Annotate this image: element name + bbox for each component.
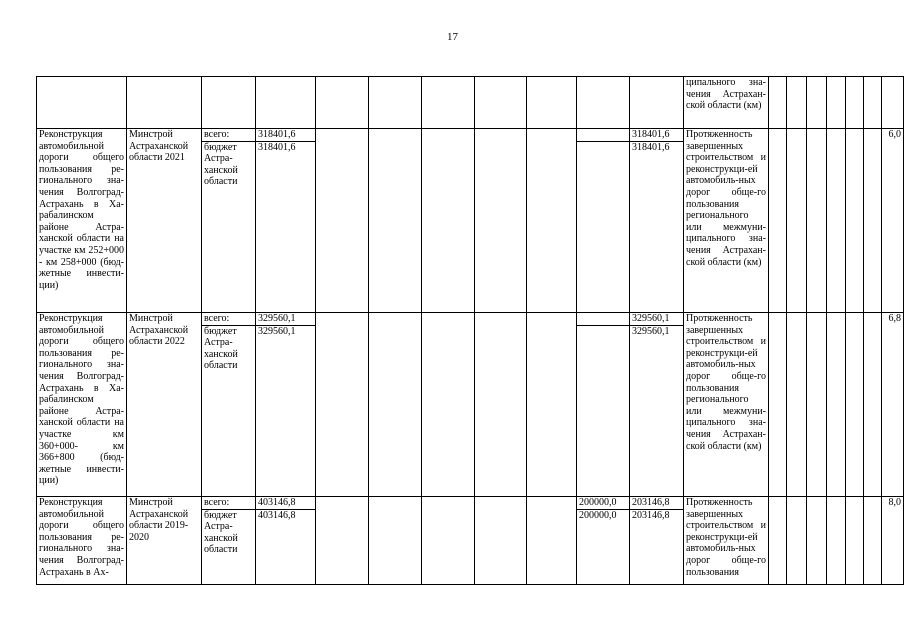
empty-cell — [787, 497, 807, 585]
empty-cell — [827, 497, 846, 585]
executor-cell: Минстрой Астраханской области 2022 — [127, 313, 202, 497]
empty-cell — [807, 129, 827, 313]
empty-cell — [864, 129, 882, 313]
empty-cell — [807, 313, 827, 497]
executor-cell: Минстрой Астраханской области 2019-2020 — [127, 497, 202, 585]
indicator-cell: Протяженность завершенных строительством и реконструкци-ей автомобиль-ных дорог обще-го пользования — [684, 497, 769, 585]
col-a-cell — [577, 313, 630, 497]
program-table — [36, 76, 904, 585]
total-value: 329560,1 — [258, 325, 296, 337]
empty-cell — [864, 77, 882, 129]
empty-cell — [422, 129, 475, 313]
col-a-total — [577, 129, 629, 142]
empty-cell — [787, 77, 807, 129]
empty-cell — [846, 497, 864, 585]
total-total: 403146,8 — [256, 497, 315, 510]
source-value: бюджет Астра-ханской области — [204, 509, 238, 556]
value-cell: 6,8 — [882, 313, 904, 497]
empty-cell — [422, 77, 475, 129]
empty-cell — [527, 129, 577, 313]
empty-cell — [846, 129, 864, 313]
empty-cell — [787, 313, 807, 497]
total-cell — [256, 313, 316, 497]
total-right-value: 329560,1 — [632, 325, 670, 337]
empty-cell — [369, 77, 422, 129]
total-right-total: 203146,8 — [630, 497, 683, 510]
total-total: 329560,1 — [256, 313, 315, 326]
page-number: 17 — [447, 31, 458, 43]
empty-cell — [475, 497, 527, 585]
empty-cell — [369, 313, 422, 497]
empty-cell — [475, 129, 527, 313]
source-cell — [202, 77, 256, 129]
table-row — [37, 313, 904, 497]
empty-cell — [827, 77, 846, 129]
empty-cell — [769, 497, 787, 585]
total-right-value: 318401,6 — [632, 141, 670, 153]
empty-cell — [787, 129, 807, 313]
total-right-total — [630, 77, 683, 89]
empty-cell — [422, 497, 475, 585]
total-right-cell — [630, 129, 684, 313]
table-row — [37, 497, 904, 585]
total-right-cell — [630, 497, 684, 585]
indicator-cell: Протяженность завершенных строительством и реконструкци-ей автомобиль-ных дорог обще-го пользования регионального или межмуни-ципального зна-чения Астрахан-ской области (км) — [684, 313, 769, 497]
executor-cell — [127, 77, 202, 129]
empty-cell — [846, 77, 864, 129]
total-cell — [256, 77, 316, 129]
table-row — [37, 129, 904, 313]
empty-cell — [769, 129, 787, 313]
empty-cell — [527, 313, 577, 497]
indicator-cell: Протяженность завершенных строительством и реконструкци-ей автомобиль-ных дорог обще-го пользования регионального или межмуни-ципального зна-чения Астрахан-ской области (км) — [684, 129, 769, 313]
source-value: бюджет Астра-ханской области — [204, 325, 238, 372]
empty-cell — [827, 313, 846, 497]
col-a-value: 200000,0 — [579, 509, 617, 521]
empty-cell — [316, 129, 369, 313]
source-cell — [202, 129, 256, 313]
col-a-total: 200000,0 — [577, 497, 629, 510]
empty-cell — [807, 77, 827, 129]
total-total: 318401,6 — [256, 129, 315, 142]
col-a-cell — [577, 497, 630, 585]
empty-cell — [475, 77, 527, 129]
project-name-cell: Реконструкция автомобильной дороги общего пользования ре-гионального зна-чения Волгоград-Астрахань в Ха-рабалинском районе Астра-ханской области на участке км 252+000 - км 258+000 (бюд-жетные инвести-ции) — [37, 129, 127, 313]
table-row — [37, 77, 904, 129]
project-name-cell: Реконструкция автомобильной дороги общего пользования ре-гионального зна-чения Волгоград-Астрахань в Ха-рабалинском районе Астра-ханской области на участке км 360+000- км 366+800 (бюд-жетные инвести-ции) — [37, 313, 127, 497]
empty-cell — [864, 497, 882, 585]
total-cell — [256, 129, 316, 313]
executor-cell: Минстрой Астраханской области 2021 — [127, 129, 202, 313]
value-cell: 8,0 — [882, 497, 904, 585]
source-total: всего: — [202, 497, 255, 510]
indicator-cell: ципального зна-чения Астрахан-ской области (км) — [684, 77, 769, 129]
empty-cell — [316, 313, 369, 497]
empty-cell — [475, 313, 527, 497]
project-name-cell — [37, 77, 127, 129]
empty-cell — [369, 497, 422, 585]
col-a-total — [577, 77, 629, 89]
empty-cell — [827, 129, 846, 313]
empty-cell — [316, 77, 369, 129]
col-a-cell — [577, 77, 630, 129]
source-total — [202, 77, 255, 89]
total-right-cell — [630, 77, 684, 129]
total-right-value: 203146,8 — [632, 509, 670, 521]
total-right-total: 318401,6 — [630, 129, 683, 142]
empty-cell — [316, 497, 369, 585]
source-total: всего: — [202, 129, 255, 142]
total-right-total: 329560,1 — [630, 313, 683, 326]
empty-cell — [769, 313, 787, 497]
project-name-cell: Реконструкция автомобильной дороги общего пользования ре-гионального зна-чения Волгоград-Астрахань в Ах- — [37, 497, 127, 585]
empty-cell — [769, 77, 787, 129]
value-cell — [882, 77, 904, 129]
total-right-cell — [630, 313, 684, 497]
value-cell: 6,0 — [882, 129, 904, 313]
col-a-total — [577, 313, 629, 326]
source-total: всего: — [202, 313, 255, 326]
empty-cell — [422, 313, 475, 497]
col-a-cell — [577, 129, 630, 313]
total-total — [256, 77, 315, 89]
total-value: 318401,6 — [258, 141, 296, 153]
empty-cell — [527, 77, 577, 129]
empty-cell — [369, 129, 422, 313]
empty-cell — [807, 497, 827, 585]
empty-cell — [846, 313, 864, 497]
source-cell — [202, 313, 256, 497]
total-cell — [256, 497, 316, 585]
source-value: бюджет Астра-ханской области — [204, 141, 238, 188]
empty-cell — [864, 313, 882, 497]
source-cell — [202, 497, 256, 585]
total-value: 403146,8 — [258, 509, 296, 521]
empty-cell — [527, 497, 577, 585]
